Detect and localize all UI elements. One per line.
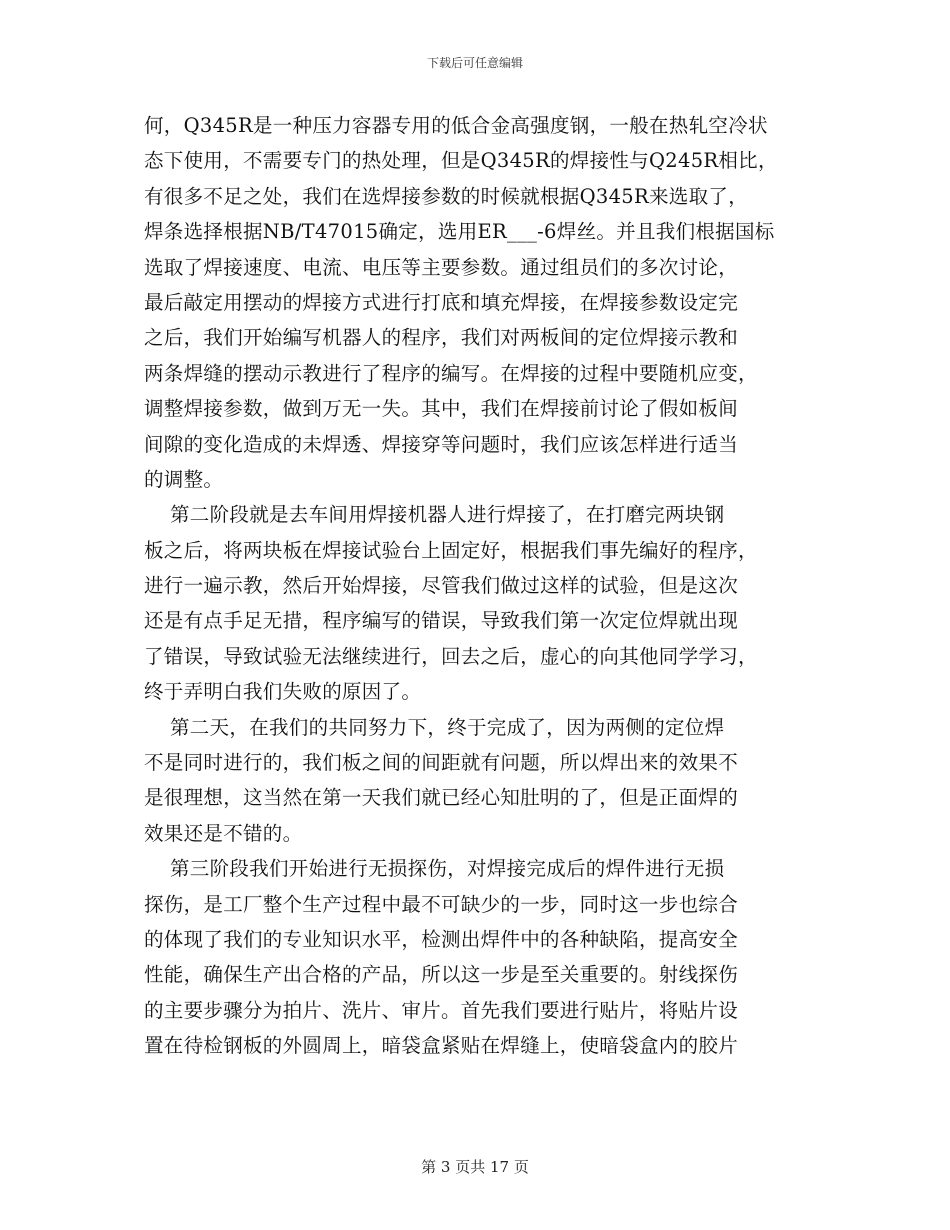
page-footer: 第 3 页共 17 页 <box>421 1158 529 1176</box>
text-line: 第二阶段就是去车间用焊接机器人进行焊接了，在打磨完两块钢 <box>144 503 725 527</box>
text-line: 的调整。 <box>144 467 224 491</box>
text-line: 态下使用，不需要专门的热处理，但是Q345R的焊接性与Q245R相比， <box>144 149 778 173</box>
text-line: 是很理想，这当然在第一天我们就已经心知肚明的了，但是正面焊的 <box>144 786 739 810</box>
text-line: 有很多不足之处，我们在选焊接参数的时候就根据Q345R来选取了， <box>144 184 748 208</box>
text-line: 选取了焊接速度、电流、电压等主要参数。通过组员们的多次讨论， <box>144 255 739 279</box>
text-line: 终于弄明白我们失败的原因了。 <box>144 680 422 704</box>
text-line: 还是有点手足无措，程序编写的错误，导致我们第一次定位焊就出现 <box>144 609 739 633</box>
text-line: 效果还是不错的。 <box>144 821 303 845</box>
text-line: 板之后，将两块板在焊接试验台上固定好，根据我们事先编好的程序， <box>144 538 758 562</box>
text-line: 的主要步骤分为拍片、洗片、审片。首先我们要进行贴片，将贴片设 <box>144 998 739 1022</box>
text-line: 第三阶段我们开始进行无损探伤，对焊接完成后的焊件进行无损 <box>144 857 725 881</box>
text-line: 探伤，是工厂整个生产过程中最不可缺少的一步，同时这一步也综合 <box>144 892 739 916</box>
text-line: 两条焊缝的摆动示教进行了程序的编写。在焊接的过程中要随机应变， <box>144 361 758 385</box>
text-line: 之后，我们开始编写机器人的程序，我们对两板间的定位焊接示教和 <box>144 326 739 350</box>
text-line: 不是同时进行的，我们板之间的间距就有问题，所以焊出来的效果不 <box>144 751 739 775</box>
text-line: 调整焊接参数，做到万无一失。其中，我们在焊接前讨论了假如板间 <box>144 397 739 421</box>
text-line: 间隙的变化造成的未焊透、焊接穿等问题时，我们应该怎样进行适当 <box>144 432 739 456</box>
text-line: 的体现了我们的专业知识水平，检测出焊件中的各种缺陷，提高安全 <box>144 927 739 951</box>
text-line: 何，Q345R是一种压力容器专用的低合金高强度钢，一般在热轧空冷状 <box>144 114 768 137</box>
document-body <box>144 108 812 1064</box>
text-line: 置在待检钢板的外圆周上，暗袋盒紧贴在焊缝上，使暗袋盒内的胶片 <box>144 1034 739 1058</box>
text-line: 性能，确保生产出合格的产品，所以这一步是至关重要的。射线探伤 <box>144 963 739 987</box>
page-header: 下载后可任意编辑 <box>426 56 523 70</box>
text-line: 进行一遍示教，然后开始焊接，尽管我们做过这样的试验，但是这次 <box>144 574 739 598</box>
text-line: 焊条选择根据NB/T47015确定，选用ER___-6焊丝。并且我们根据国标 <box>144 220 775 244</box>
text-line: 最后敲定用摆动的焊接方式进行打底和填充焊接，在焊接参数设定完 <box>144 290 739 314</box>
text-line: 了错误，导致试验无法继续进行，回去之后，虚心的向其他同学学习， <box>144 644 758 668</box>
text-line: 第二天，在我们的共同努力下，终于完成了，因为两侧的定位焊 <box>144 715 725 739</box>
